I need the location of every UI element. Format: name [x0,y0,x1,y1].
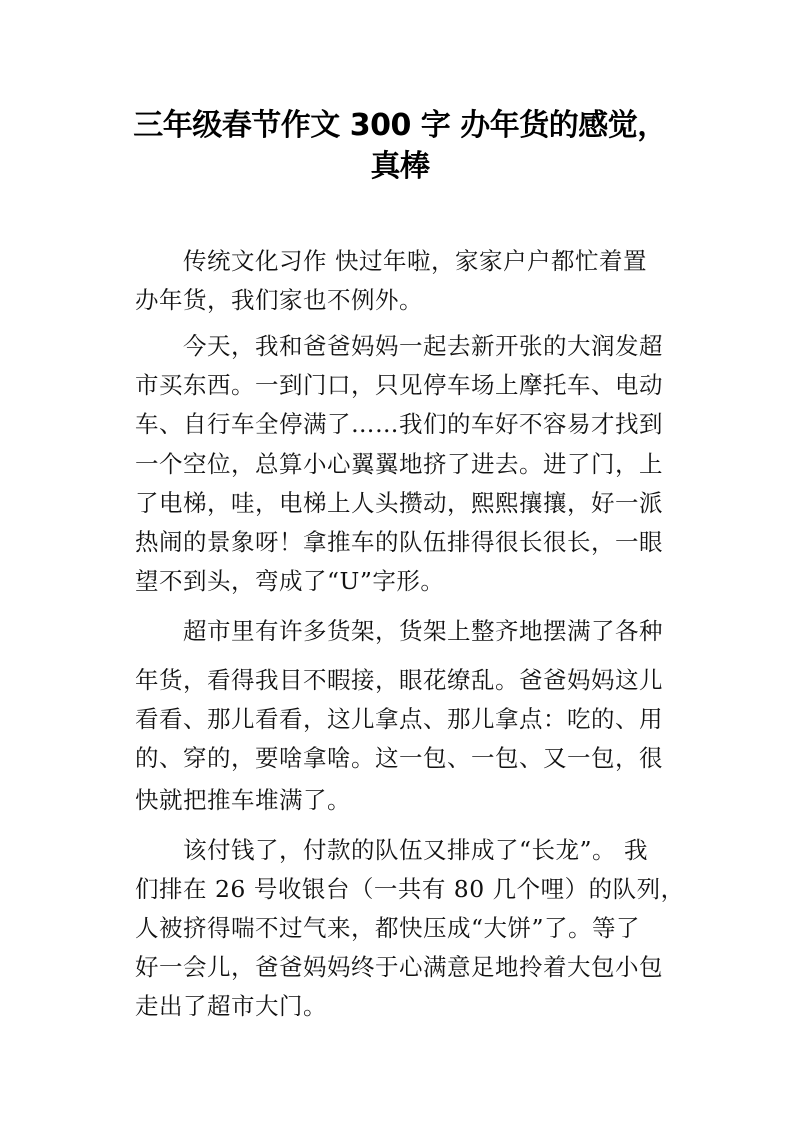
paragraph-line: 了电梯，哇，电梯上人头攒动，熙熙攘攘，好一派 [135,489,663,517]
paragraph-line: 市买东西。一到门口，只见停车场上摩托车、电动 [135,371,663,399]
paragraph-line: 看看、那儿看看，这儿拿点、那儿拿点：吃的、用 [135,705,663,733]
document-title-line-2: 真棒 [370,149,430,184]
paragraph-line: 一个空位，总算小心翼翼地挤了进去。进了门，上 [135,450,663,478]
paragraph-line: 传统文化习作 快过年啦，家家户户都忙着置 [183,247,647,275]
paragraph-line: 车、自行车全停满了……我们的车好不容易才找到 [135,410,663,438]
paragraph-line: 望不到头，弯成了“U”字形。 [135,567,445,595]
paragraph-line: 快就把推车堆满了。 [135,786,351,814]
paragraph-line: 年货，看得我目不暇接，眼花缭乱。爸爸妈妈这儿 [135,666,663,694]
paragraph-line: 今天，我和爸爸妈妈一起去新开张的大润发超 [183,332,663,360]
document-title-line-1: 三年级春节作文 300 字 办年货的感觉， [133,108,667,143]
paragraph-line: 热闹的景象呀！拿推车的队伍排得很长很长，一眼 [135,528,663,556]
paragraph-line: 们排在 26 号收银台（一共有 80 几个哩）的队列， [135,875,685,903]
paragraph-line: 的、穿的，要啥拿啥。这一包、一包、又一包，很 [135,744,663,772]
paragraph-line: 该付钱了，付款的队伍又排成了“长龙”。 我 [183,836,648,864]
paragraph-line: 人被挤得喘不过气来，都快压成“大饼”了。等了 [135,914,641,942]
paragraph-line: 办年货，我们家也不例外。 [135,286,423,314]
paragraph-line: 超市里有许多货架，货架上整齐地摆满了各种 [183,617,663,645]
paragraph-line: 好一会儿，爸爸妈妈终于心满意足地拎着大包小包 [135,953,663,981]
paragraph-line: 走出了超市大门。 [135,992,327,1020]
